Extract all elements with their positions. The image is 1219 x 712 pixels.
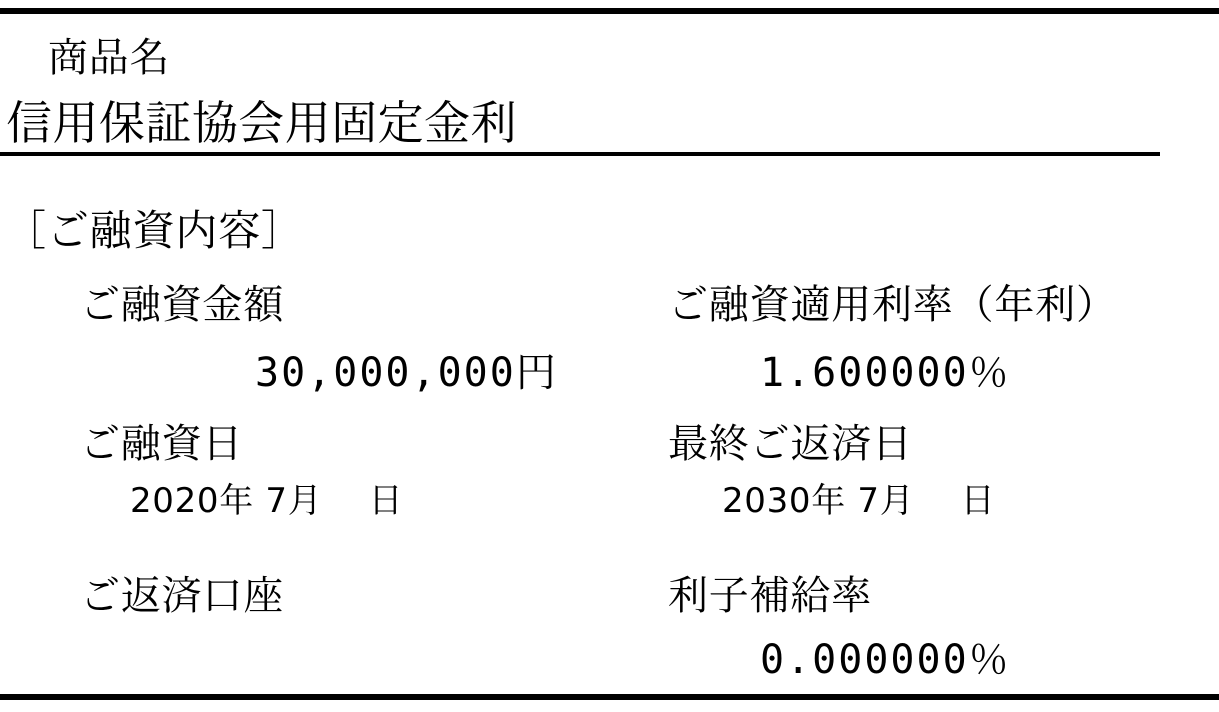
loan-amount-label: ご融資金額 <box>80 282 284 328</box>
final-repayment-date-value: 2030年 7月 日 <box>722 481 996 521</box>
product-name-value: 信用保証協会用固定金利 <box>6 96 518 150</box>
interest-subsidy-rate-value: 0.000000％ <box>760 637 1011 683</box>
product-name-caption: 商品名 <box>48 35 171 81</box>
final-repayment-date-label: 最終ご返済日 <box>668 421 913 467</box>
loan-amount-value: 30,000,000円 <box>255 350 558 396</box>
interest-rate-value: 1.600000％ <box>760 350 1011 396</box>
loan-details-heading: ［ご融資内容］ <box>4 206 304 255</box>
interest-rate-label: ご融資適用利率（年利） <box>668 282 1117 328</box>
product-name-underline <box>0 152 1160 156</box>
bottom-border-rule <box>0 694 1219 700</box>
top-border-rule <box>0 8 1219 14</box>
loan-date-value: 2020年 7月 日 <box>130 481 404 521</box>
repayment-account-label: ご返済口座 <box>80 573 284 619</box>
interest-subsidy-rate-label: 利子補給率 <box>668 573 872 619</box>
loan-date-label: ご融資日 <box>80 421 244 467</box>
